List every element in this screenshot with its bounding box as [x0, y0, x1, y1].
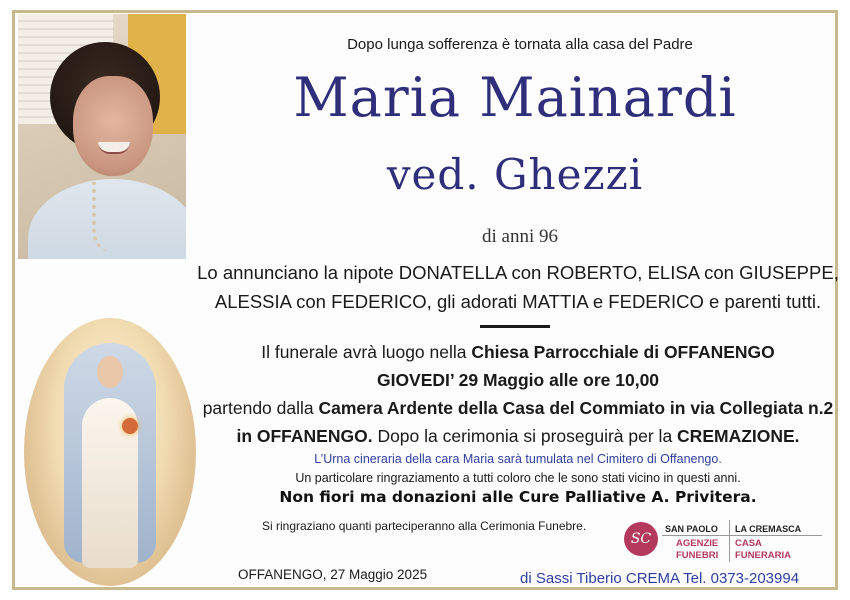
urn-note: L’Urna cineraria della cara Maria sarà tumulata nel Cimitero di Offanengo.	[314, 452, 722, 466]
portrait-photo	[18, 14, 186, 259]
madonna-image	[24, 318, 196, 586]
age-text: di anni 96	[482, 226, 558, 247]
logo-divider-horizontal	[662, 535, 822, 536]
agency-contact: di Sassi Tiberio CREMA Tel. 0373-203994	[520, 570, 800, 587]
separator	[480, 325, 550, 328]
funeral-line-2: GIOVEDI’ 29 Maggio alle ore 10,00	[376, 370, 660, 390]
widow-of: ved. Ghezzi	[386, 150, 644, 199]
announce-line-2: ALESSIA con FEDERICO, gli adorati MATTIA e FEDERICO e parenti tutti.	[214, 291, 822, 312]
agency-left-bottom: AGENZIE FUNEBRI	[676, 538, 719, 561]
place-date: OFFANENGO, 27 Maggio 2025	[238, 567, 428, 582]
flowers-note: Non fiori ma donazioni alle Cure Palliative A. Privitera.	[279, 488, 757, 506]
agency-right-bottom: CASA FUNERARIA	[735, 538, 791, 561]
announce-line-1: Lo annunciano la nipote DONATELLA con ROBERTO, ELISA con GIUSEPPE,	[197, 262, 839, 283]
agency-left-top: SAN PAOLO	[665, 524, 718, 534]
funeral-line-4: in OFFANENGO. Dopo la cerimonia si proseguirà per la CREMAZIONE.	[236, 426, 800, 446]
funeral-line-1: Il funerale avrà luogo nella Chiesa Parrocchiale di OFFANENGO	[261, 342, 775, 362]
deceased-name: Maria Mainardi	[293, 66, 737, 129]
funeral-line-3: partendo dalla Camera Ardente della Casa del Commiato in via Collegiata n.2	[202, 398, 834, 418]
thanks-ceremony: Si ringraziano quanti parteciperanno alla Cerimonia Funebre.	[262, 519, 587, 533]
thanks-note: Un particolare ringraziamento a tutti coloro che le sono stati vicino in questi anni.	[295, 471, 741, 485]
agency-logo: SC	[624, 522, 658, 556]
intro-text: Dopo lunga sofferenza è tornata alla casa del Padre	[347, 36, 693, 53]
logo-divider-vertical	[729, 520, 730, 562]
agency-right-top: LA CREMASCA	[735, 524, 802, 534]
